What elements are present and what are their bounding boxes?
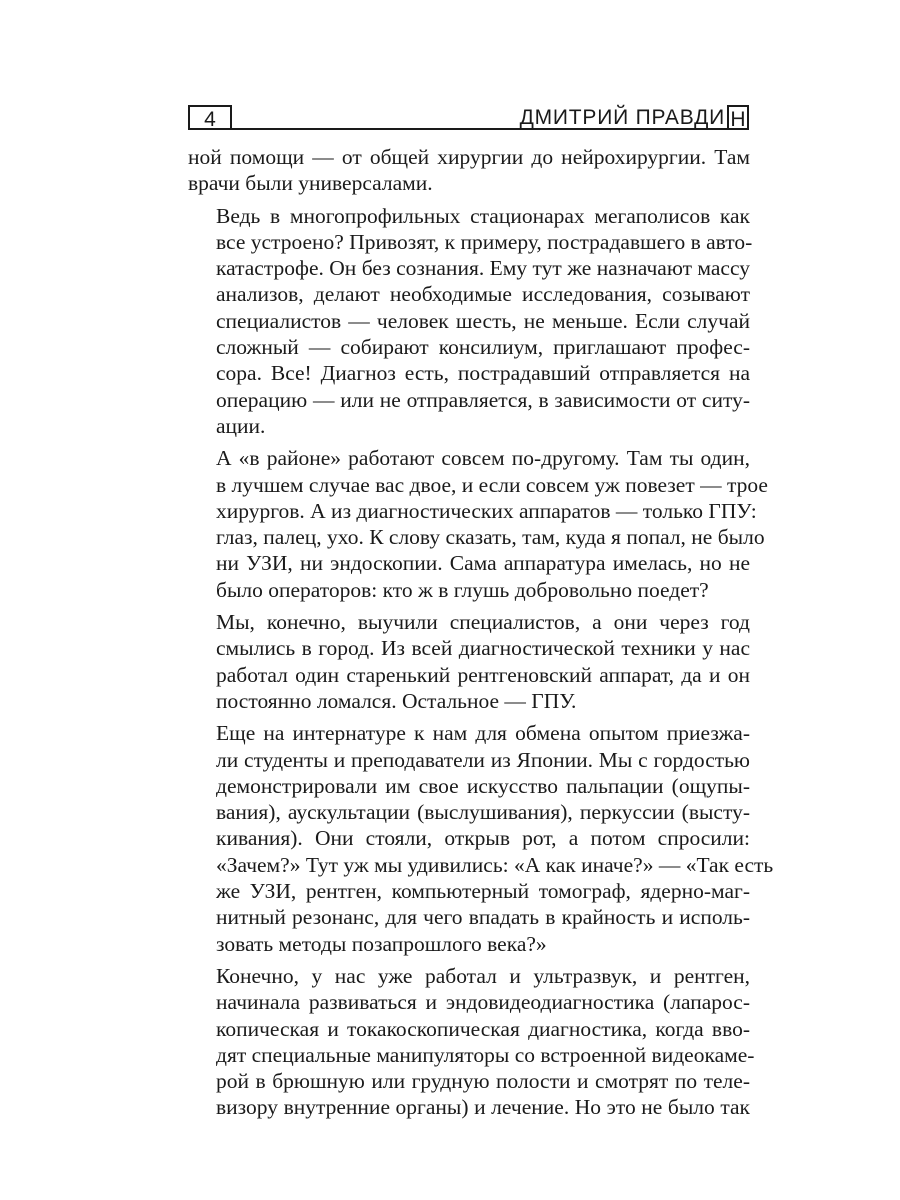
text-line: ни УЗИ, ни эндоскопии. Сама аппаратура имелась, но не (216, 551, 750, 576)
text-line: рой в брюшную или грудную полости и смотрят по теле- (216, 1069, 750, 1094)
text-line: ации. (216, 413, 266, 438)
text-line: копическая и токакоскопическая диагностика, когда вво- (216, 1016, 750, 1041)
text-line: Ведь в многопрофильных стационарах мегаполисов как (216, 203, 750, 228)
text-line: сложный — собирают консилиум, приглашают профес- (216, 335, 750, 360)
running-header (188, 105, 749, 130)
text-line: врачи были универсалами. (188, 171, 433, 196)
text-line: Еще на интернатуре к нам для обмена опытом приезжа- (216, 721, 750, 746)
text-line: сора. Все! Диагноз есть, пострадавший отправляется на (216, 361, 750, 386)
header-rule (188, 128, 749, 130)
text-line: операцию — или не отправляется, в зависимости от ситу- (216, 387, 750, 412)
text-line: визору внутренние органы) и лечение. Но это не было так (216, 1095, 750, 1120)
text-line: демонстрировали им свое искусство пальпации (ощупы- (216, 773, 750, 798)
text-line: было операторов: кто ж в глушь добровольно поедет? (216, 577, 709, 602)
text-line: ной помощи — от общей хирургии до нейрохирургии. Там (188, 145, 750, 169)
text-line: вания), аускультации (выслушивания), перкуссии (высту- (216, 800, 750, 825)
paragraph (188, 720, 774, 957)
text-line: катастрофе. Он без сознания. Ему тут же назначают массу (216, 256, 750, 281)
body-text (188, 144, 774, 1121)
text-line: постоянно ломался. Остальное — ГПУ. (216, 688, 577, 713)
text-line: зовать методы позапрошлого века?» (216, 931, 547, 956)
text-line: кивания). Они стояли, открыв рот, а потом спросили: (216, 826, 750, 851)
text-line: специалистов — человек шесть, не меньше. Если случай (216, 308, 750, 333)
paragraph (188, 203, 753, 440)
text-line: Конечно, у нас уже работал и ультразвук, и рентген, (216, 963, 750, 988)
text-line: начинала развиваться и эндовидеодиагностика (лапарос- (216, 990, 750, 1015)
text-line: работал один старенький рентгеновский аппарат, да и он (216, 662, 750, 687)
text-line: «Зачем?» Тут уж мы удивились: «А как иначе?» — «Так есть (216, 852, 774, 877)
paragraph (188, 144, 750, 197)
text-line: анализов, делают необходимые исследования, созывают (216, 282, 750, 307)
paragraph (188, 963, 755, 1121)
running-head-author: ДМИТРИЙ ПРАВДИ (519, 106, 725, 129)
text-line: Мы, конечно, выучили специалистов, а они через год (216, 610, 750, 635)
text-line: А «в районе» работают совсем по-другому. Там ты один, (216, 446, 750, 471)
text-line: в лучшем случае вас двое, и если совсем уж повезет — трое (216, 472, 768, 497)
text-line: все устроено? Привозят, к примеру, пострадавшего в авто- (216, 229, 753, 254)
text-line: глаз, палец, ухо. К слову сказать, там, куда я попал, не было (216, 525, 765, 550)
text-line: смылись в город. Из всей диагностической техники у нас (216, 636, 750, 661)
paragraph (188, 445, 768, 603)
paragraph (188, 609, 750, 714)
text-line: дят специальные манипуляторы со встроенной видеокаме- (216, 1042, 755, 1067)
text-line: же УЗИ, рентген, компьютерный томограф, ядерно-маг- (216, 879, 750, 904)
text-line: ли студенты и преподаватели из Японии. Мы с гордостью (216, 747, 750, 772)
text-line: нитный резонанс, для чего впадать в крайность и исполь- (216, 905, 750, 930)
page-number: 4 (188, 105, 232, 130)
text-line: хирургов. А из диагностических аппаратов — только ГПУ: (216, 498, 757, 523)
running-head-last-letter: Н (727, 105, 749, 130)
